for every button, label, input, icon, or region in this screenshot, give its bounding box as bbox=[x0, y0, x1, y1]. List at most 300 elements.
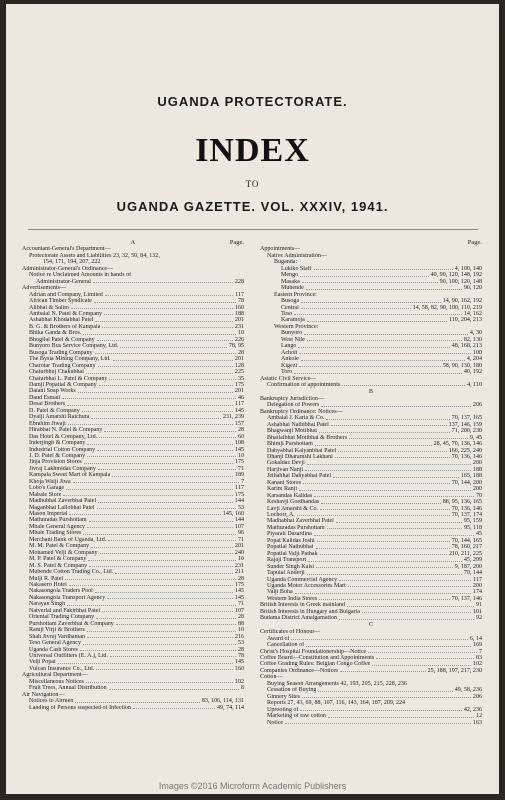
entry-pages: 71, 200, 230 bbox=[451, 428, 482, 435]
dot-leader bbox=[109, 685, 239, 689]
entry-title: Mohamed Velji & Company bbox=[29, 549, 98, 556]
entry-pages: 49, 58, 236 bbox=[454, 687, 482, 694]
dot-leader bbox=[96, 666, 233, 670]
left-index-column bbox=[22, 240, 244, 788]
entry-title: Rajaji Transport bbox=[267, 557, 307, 564]
section-letter: C bbox=[368, 622, 374, 629]
entry-pages: 107 bbox=[234, 607, 244, 614]
entry-title: Masaka bbox=[281, 278, 300, 285]
entry-pages: 174 bbox=[472, 589, 482, 596]
entry-pages: 78 bbox=[237, 653, 244, 659]
entry-pages: 9, 187, 200 bbox=[454, 563, 482, 570]
entry-pages: 4, 30 bbox=[469, 330, 482, 337]
entry-title: Mubende bbox=[281, 285, 304, 292]
gazette-volume-heading: UGANDA GAZETTE. VOL. XXXIV, 1941. bbox=[116, 199, 389, 214]
entry-title: Das Hotel & Company, Ltd. bbox=[29, 433, 98, 440]
entry-title: Mbale Trading Stores bbox=[29, 530, 82, 537]
entry-pages: 42, 236 bbox=[463, 706, 482, 713]
entry-title: Valji Boha bbox=[267, 589, 293, 596]
entry-title: Mason Imperial bbox=[29, 511, 68, 518]
dot-leader bbox=[102, 608, 233, 612]
entry-title: Kampala Sweet Mart of Kampala bbox=[29, 472, 111, 479]
index-entry bbox=[260, 615, 482, 621]
entry-title: Narayan Singh bbox=[29, 601, 66, 608]
entry-pages: 206 bbox=[472, 402, 482, 409]
dot-leader bbox=[83, 640, 236, 644]
index-entry bbox=[260, 720, 482, 726]
dot-leader bbox=[303, 480, 450, 484]
dot-leader bbox=[87, 634, 233, 638]
entry-title: British Interests in Hungary and Bulgaria bbox=[260, 608, 360, 615]
entry-title: J. D. Patel & Company bbox=[29, 452, 86, 459]
entry-pages: 211 bbox=[235, 569, 244, 576]
entry-title: Chaturbhai L. Patel & Company bbox=[29, 375, 108, 382]
entry-title: Jivraj Lakhmidas Company bbox=[29, 465, 96, 472]
dot-leader bbox=[133, 705, 215, 709]
entry-title: Certificates of Honour— bbox=[260, 629, 321, 636]
entry-pages: 14, 162 bbox=[463, 310, 482, 317]
dot-leader bbox=[302, 694, 471, 698]
dot-leader bbox=[75, 698, 200, 702]
dot-leader bbox=[113, 356, 233, 360]
entry-title: Bunyoro bbox=[281, 330, 303, 337]
entry-title: Buganda: bbox=[274, 259, 298, 266]
dot-leader bbox=[83, 530, 236, 534]
dot-leader bbox=[347, 602, 474, 606]
dot-leader bbox=[291, 636, 467, 640]
entry-title: Buying Season Arrangements 42, 193, 205, 215, 228, 236 bbox=[267, 680, 407, 687]
dot-leader bbox=[294, 311, 462, 315]
entry-title: Merchant Bank of Uganda, Ltd. bbox=[29, 536, 107, 543]
entry-pages: 6, 14 bbox=[469, 635, 482, 642]
entry-title: Mathuradas Purshottam bbox=[267, 524, 325, 531]
dot-leader bbox=[321, 402, 471, 406]
entry-pages: 160 bbox=[234, 304, 244, 311]
dot-leader bbox=[97, 337, 233, 341]
entry-title: Alibhai & Salim bbox=[29, 304, 69, 311]
entry-title: Bhogilal Patel & Company bbox=[29, 336, 95, 343]
entry-pages: 145 bbox=[234, 594, 244, 601]
entry-pages: 70, 137, 146 bbox=[451, 595, 482, 602]
entry-pages: 10 bbox=[237, 452, 244, 459]
entry-title: Cancellation of bbox=[267, 642, 305, 649]
entry-title: Lango bbox=[281, 343, 297, 350]
entry-pages: 201 bbox=[234, 356, 244, 363]
entry-title: Madhabhai Zaverbhai Patel bbox=[267, 518, 334, 525]
dot-leader bbox=[298, 343, 449, 347]
entry-title: Acholi bbox=[281, 349, 298, 356]
entry-pages: 240 bbox=[234, 549, 244, 556]
entry-title: Ginnery Sites bbox=[267, 693, 301, 700]
entry-title: Asiatic Civil Service— bbox=[260, 375, 317, 382]
entry-title: Western India Stores bbox=[267, 595, 318, 602]
entry-title: Advertisements— bbox=[22, 285, 66, 292]
entry-pages: 46 bbox=[237, 394, 244, 401]
dot-leader bbox=[362, 609, 471, 613]
entry-title: Notice bbox=[267, 719, 284, 726]
entry-pages: 144 bbox=[234, 498, 244, 505]
dot-leader bbox=[87, 440, 232, 444]
entry-pages: 4, 100, 140 bbox=[454, 265, 482, 272]
entry-pages: 107 bbox=[234, 523, 244, 530]
entry-pages: 95, 118 bbox=[464, 524, 482, 531]
entry-pages: 12 bbox=[475, 713, 482, 720]
dot-leader bbox=[304, 330, 468, 334]
dot-leader bbox=[300, 272, 428, 276]
entry-title: Keshavji Gordhandas bbox=[267, 499, 320, 506]
dot-leader bbox=[102, 324, 233, 328]
entry-title: Ambalal N. Patel & Company bbox=[29, 310, 103, 317]
dot-leader bbox=[104, 427, 236, 431]
dot-leader bbox=[95, 317, 232, 321]
dot-leader bbox=[342, 382, 465, 386]
entry-title: Dhanji Dharamshi Lakhani bbox=[267, 453, 333, 460]
entry-title: Mulji R. Patel bbox=[29, 575, 64, 582]
entry-title: Award of bbox=[267, 635, 290, 642]
right-entry-list bbox=[260, 246, 482, 726]
entry-pages: 145 bbox=[234, 407, 244, 414]
entry-title: Daud Esmail bbox=[29, 394, 61, 401]
entry-pages: 78, 160, 217 bbox=[451, 544, 482, 551]
entry-title: Inderjingh & Company bbox=[29, 440, 86, 447]
entry-pages: 83 bbox=[475, 655, 482, 661]
entry-pages: 28 bbox=[237, 427, 244, 434]
entry-pages: 88, 95, 136, 165 bbox=[442, 499, 482, 506]
entry-pages: 70 bbox=[475, 492, 482, 499]
entry-pages: 71 bbox=[237, 536, 244, 543]
entry-title: Western Province: bbox=[274, 323, 319, 330]
entry-title: Central bbox=[281, 304, 299, 311]
dot-leader bbox=[316, 544, 450, 548]
entry-pages: 117 bbox=[235, 485, 244, 492]
entry-pages: 71 bbox=[237, 601, 244, 608]
entry-title: Purshottam Zaverbhai & Company bbox=[29, 620, 114, 627]
entry-pages: 201 bbox=[234, 388, 244, 395]
entry-title: Lobo's Garage bbox=[29, 485, 65, 492]
entry-pages: 157 bbox=[234, 420, 244, 427]
entry-title: Lochorr, A. bbox=[267, 512, 295, 519]
entry-pages: 102 bbox=[472, 661, 482, 668]
dot-leader bbox=[98, 498, 233, 502]
dot-leader bbox=[302, 279, 438, 283]
entry-pages: 4, 110 bbox=[467, 381, 482, 388]
dot-leader bbox=[78, 388, 233, 392]
dot-leader bbox=[68, 421, 233, 425]
entry-pages: 78, 95 bbox=[228, 343, 244, 350]
entry-title: Accountant-General's Department— bbox=[22, 246, 111, 253]
entry-pages: 100 bbox=[472, 349, 482, 356]
entry-pages: 231, 239 bbox=[222, 414, 244, 421]
dot-leader bbox=[300, 707, 461, 711]
entry-pages: 102 bbox=[234, 678, 244, 685]
dot-leader bbox=[348, 583, 471, 587]
entry-title: M. M. Patel & Company bbox=[29, 543, 90, 550]
dot-leader bbox=[83, 330, 236, 334]
entry-title: Bhagwanji Motibhai bbox=[267, 428, 317, 435]
dot-leader bbox=[285, 720, 471, 724]
dot-leader bbox=[107, 595, 233, 599]
entry-title: Mengo bbox=[281, 272, 299, 279]
entry-title: The Bysia Mining Company, Ltd. bbox=[29, 356, 111, 363]
dot-leader bbox=[99, 382, 233, 386]
dot-leader bbox=[376, 655, 474, 659]
entry-pages: 28 bbox=[237, 614, 244, 621]
entry-pages: 188 bbox=[472, 466, 482, 473]
entry-pages: 14, 58, 82, 90, 100, 110, 219 bbox=[412, 304, 482, 311]
entry-pages: 200 bbox=[472, 486, 482, 493]
dot-leader bbox=[73, 479, 239, 483]
dot-leader bbox=[109, 376, 236, 380]
entry-pages: 35 bbox=[237, 375, 244, 382]
dot-leader bbox=[69, 511, 220, 515]
entry-pages: 28 bbox=[237, 575, 244, 582]
dot-leader bbox=[297, 512, 450, 516]
entry-title: Busoga bbox=[281, 298, 300, 305]
dot-leader bbox=[89, 517, 233, 521]
entry-pages: 175 bbox=[234, 491, 244, 498]
dot-leader bbox=[58, 659, 233, 663]
gazette-index-page bbox=[6, 4, 499, 794]
page-label: Page. bbox=[467, 239, 482, 246]
dot-leader bbox=[98, 363, 233, 367]
entry-pages: 225 bbox=[234, 369, 244, 376]
entry-title: Reports 27, 43, 69, 88, 107, 116, 143, 164, 187, 209, 224 bbox=[267, 700, 406, 707]
entry-title: Karsandas Kalidas bbox=[267, 492, 313, 499]
entry-title: Mubende Cotton Trading Co., Ltd. bbox=[29, 569, 114, 576]
dot-leader bbox=[120, 343, 227, 347]
entry-title: Datani Soap Works bbox=[29, 388, 76, 395]
entry-title: Administrator-General's Ordinance— bbox=[22, 265, 114, 272]
entry-pages: 9, 45 bbox=[469, 434, 482, 441]
dot-leader bbox=[97, 447, 233, 451]
dot-leader bbox=[67, 601, 236, 605]
entry-pages: 49, 74, 114 bbox=[217, 704, 244, 711]
dot-leader bbox=[62, 395, 236, 399]
entry-pages: 201 bbox=[234, 317, 244, 324]
entry-pages: 53 bbox=[237, 640, 244, 647]
dot-leader bbox=[307, 570, 462, 574]
entry-pages: 144 bbox=[234, 517, 244, 524]
entry-pages: 117 bbox=[473, 576, 482, 583]
dot-leader bbox=[66, 485, 233, 489]
dot-leader bbox=[87, 453, 236, 457]
dot-leader bbox=[307, 460, 471, 464]
to-label: TO bbox=[245, 179, 260, 189]
entry-title: Ashabhai Nathibhai Patel bbox=[267, 421, 329, 428]
dot-leader bbox=[104, 311, 233, 315]
dot-leader bbox=[301, 305, 411, 309]
entry-title: Toro bbox=[281, 369, 293, 376]
dot-leader bbox=[80, 647, 236, 651]
entry-pages: 117 bbox=[235, 401, 244, 408]
protectorate-heading: UGANDA PROTECTORATE. bbox=[157, 94, 348, 109]
entry-title: West Nile bbox=[281, 336, 305, 343]
entry-pages: 91 bbox=[475, 602, 482, 609]
entry-title: Chaturbhuj Chakubhai bbox=[29, 369, 84, 376]
entry-pages: 101 bbox=[472, 608, 482, 615]
dot-leader bbox=[88, 556, 236, 560]
index-title: INDEX bbox=[195, 132, 310, 169]
dot-leader bbox=[105, 292, 233, 296]
dot-leader bbox=[299, 350, 470, 354]
entry-title: Coffee Grading Rules: Belgian Congo Coffee bbox=[260, 661, 371, 668]
entry-title: Miscellaneous Notices bbox=[29, 678, 84, 685]
entry-pages: 110, 204, 213 bbox=[448, 317, 482, 324]
entry-title: Kanani Stores bbox=[267, 479, 302, 486]
entry-title: Ramji Virji & Brothers bbox=[29, 627, 85, 634]
dot-leader bbox=[320, 551, 447, 555]
right-index-column bbox=[260, 240, 482, 788]
entry-title: Native Administration— bbox=[267, 252, 327, 259]
entry-title: Fruit Trees, Annual Distribution bbox=[29, 685, 107, 692]
entry-title: Industrial Cotton Company bbox=[29, 446, 96, 453]
dot-leader bbox=[299, 486, 471, 490]
dot-leader bbox=[116, 621, 236, 625]
entry-pages: 175 bbox=[234, 582, 244, 589]
entry-pages: 200 bbox=[472, 583, 482, 590]
dot-leader bbox=[331, 422, 447, 426]
entry-title: Madhubhai Zaverbhai Patel bbox=[29, 498, 97, 505]
entry-pages: 88 bbox=[237, 620, 244, 627]
entry-title: Marketing of raw cotton bbox=[267, 713, 326, 720]
entry-title: Oriental Trading Company bbox=[29, 614, 95, 621]
entry-title: Protectorate Assets and Liabilities 23, 32, 50, 84, 132, bbox=[29, 252, 160, 259]
entry-pages: 8 bbox=[240, 685, 244, 692]
dot-leader bbox=[100, 550, 233, 554]
dot-leader bbox=[110, 653, 236, 657]
dot-leader bbox=[96, 614, 236, 618]
dot-leader bbox=[65, 576, 236, 580]
entry-pages: 175 bbox=[234, 459, 244, 466]
dot-leader bbox=[319, 428, 450, 432]
entry-title: Busoga Trading Company bbox=[29, 349, 93, 356]
entry-title: Air Navigation— bbox=[22, 691, 65, 698]
entry-pages: 163 bbox=[472, 719, 482, 726]
section-letter: B bbox=[368, 388, 374, 395]
entry-pages: 117 bbox=[235, 291, 244, 298]
entry-title: Ebrahim Jiwaji bbox=[29, 420, 66, 427]
entry-pages: 188 bbox=[234, 310, 244, 317]
entry-pages: 10 bbox=[237, 556, 244, 563]
entry-title: Notices to Airmen bbox=[29, 698, 74, 705]
entry-pages: 145 bbox=[234, 446, 244, 453]
entry-title: Mbale General Agency bbox=[29, 523, 86, 530]
entry-pages: 10 bbox=[237, 627, 244, 634]
entry-title: Kigezi bbox=[281, 362, 298, 369]
dot-leader bbox=[317, 538, 450, 542]
entry-title: British Interests in Greek mainland bbox=[260, 602, 345, 609]
entry-pages: 40, 90, 120, 148, 192 bbox=[430, 272, 482, 279]
entry-title: Velji Popat bbox=[29, 659, 56, 666]
dot-leader bbox=[336, 518, 462, 522]
entry-title: Popat Kalidas Joshi bbox=[267, 537, 315, 544]
dot-leader bbox=[98, 466, 236, 470]
dot-leader bbox=[327, 525, 462, 529]
entry-title: Appointments— bbox=[260, 246, 301, 253]
entry-pages: 175 bbox=[234, 381, 244, 388]
dot-leader bbox=[319, 596, 450, 600]
entry-title: Lavji Amarshi & Co. bbox=[267, 505, 319, 512]
entry-title: Dyalji Amarshi Raichura bbox=[29, 414, 90, 421]
dot-leader bbox=[295, 589, 471, 593]
entry-title: Delegation of Powers bbox=[267, 402, 320, 409]
left-entry-list bbox=[22, 246, 244, 711]
dot-leader bbox=[94, 298, 236, 302]
dot-leader bbox=[86, 369, 233, 373]
entry-pages: 201 bbox=[234, 543, 244, 550]
entry-pages: 160 bbox=[234, 665, 244, 672]
entry-pages: 231 bbox=[234, 562, 244, 569]
entry-title: Lukiko Staff bbox=[281, 265, 312, 272]
entry-title: Uganda Commercial Agency bbox=[267, 576, 338, 583]
entry-title: Christ's Hospital Foundationership—Notice bbox=[260, 648, 367, 655]
entry-title: Mabale Store bbox=[29, 491, 62, 498]
entry-pages: 96 bbox=[237, 530, 244, 537]
entry-pages: 90, 100, 120, 148 bbox=[439, 278, 482, 285]
entry-title: Nakasero Hotel bbox=[29, 582, 67, 589]
dot-leader bbox=[333, 473, 459, 477]
entry-pages: 58, 90, 130, 180 bbox=[442, 362, 482, 369]
dot-leader bbox=[84, 459, 233, 463]
dot-leader bbox=[307, 317, 447, 321]
entry-title: Landing of Persons suspected of Infection bbox=[29, 704, 131, 711]
header-rule bbox=[28, 229, 478, 230]
entry-pages: 165, 188 bbox=[460, 473, 482, 480]
entry-pages: 70, 136, 146 bbox=[451, 453, 482, 460]
dot-leader bbox=[320, 506, 450, 510]
entry-pages: 83, 106, 114, 131 bbox=[201, 698, 244, 705]
entry-title: Gokaldas Devji bbox=[267, 460, 305, 467]
dot-leader bbox=[93, 279, 233, 283]
entry-pages: 82, 130 bbox=[463, 336, 482, 343]
entry-title: M. S. Patel & Company bbox=[29, 562, 88, 569]
dot-leader bbox=[368, 649, 477, 653]
entry-pages: 48, 168, 213 bbox=[451, 343, 482, 350]
entry-pages: 78 bbox=[237, 298, 244, 305]
entry-title: Uganda Motor Accessories Mart bbox=[267, 583, 346, 590]
entry-pages: 7 bbox=[240, 478, 244, 485]
dot-leader bbox=[301, 356, 465, 360]
entry-pages: 7 bbox=[478, 648, 482, 655]
dot-leader bbox=[71, 305, 233, 309]
dot-leader bbox=[335, 454, 450, 458]
dot-leader bbox=[69, 582, 233, 586]
dot-leader bbox=[301, 298, 441, 302]
dot-leader bbox=[91, 414, 220, 418]
dot-leader bbox=[306, 642, 471, 646]
entry-title: Karamoja bbox=[281, 317, 305, 324]
dot-leader bbox=[95, 588, 233, 592]
entry-pages: 71 bbox=[237, 465, 244, 472]
entry-pages: 137, 146, 159 bbox=[448, 421, 482, 428]
entry-title: Hirabhai N. Patel & Company bbox=[29, 427, 103, 434]
index-entry bbox=[22, 705, 244, 711]
entry-pages: 70, 136, 146 bbox=[451, 505, 482, 512]
entry-title: M. P. Patel & Company bbox=[29, 556, 87, 563]
entry-title: Uganda Cash Stores bbox=[29, 646, 79, 653]
entry-pages: 226 bbox=[234, 336, 244, 343]
copyright-footer: Images ©2016 Microform Academic Publishers bbox=[158, 781, 347, 791]
entry-title: Jinja Provision Stores bbox=[29, 459, 82, 466]
entry-pages: 60 bbox=[237, 433, 244, 440]
entry-pages: 95, 159 bbox=[463, 518, 482, 525]
dot-leader bbox=[108, 537, 236, 541]
entry-pages: 28, 45, 70, 136, 146 bbox=[433, 441, 482, 448]
entry-title: Dahyabhai Kalyanbhai Patel bbox=[267, 447, 337, 454]
dot-leader bbox=[338, 448, 447, 452]
entry-title: Uprooting of bbox=[267, 706, 299, 713]
entry-pages: 92 bbox=[475, 615, 482, 622]
